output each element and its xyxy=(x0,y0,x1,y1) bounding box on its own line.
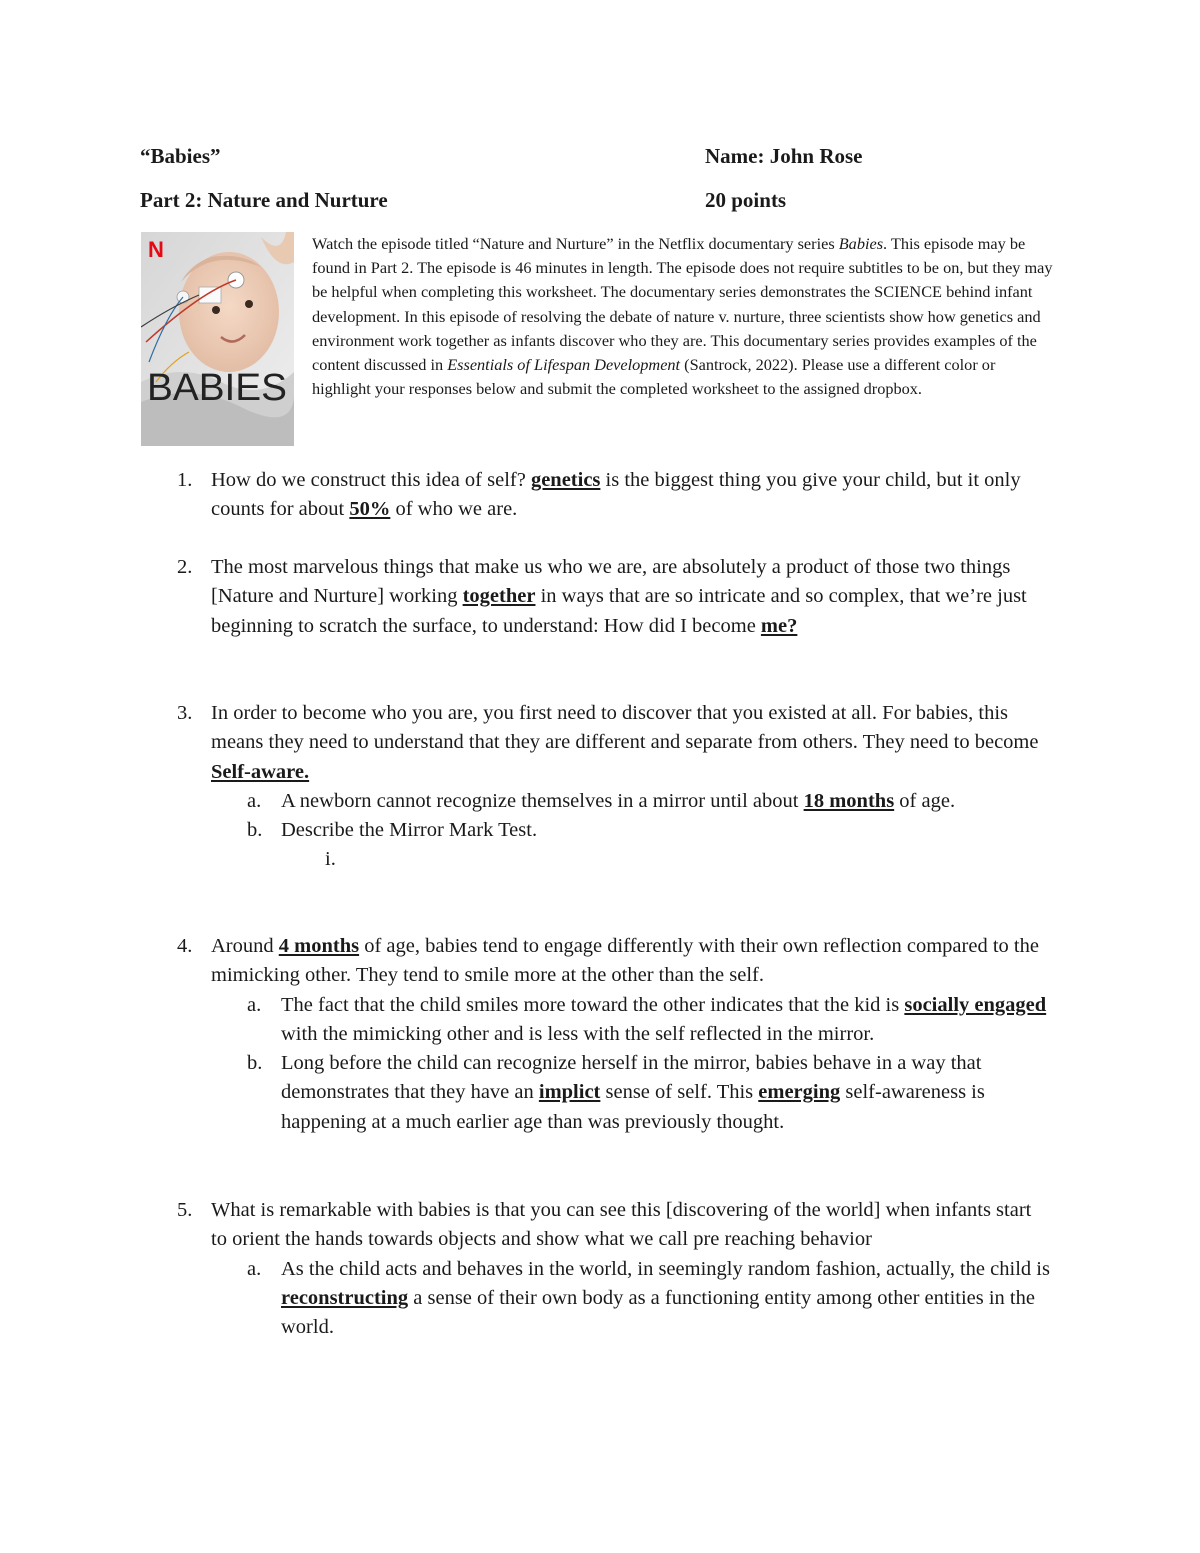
question-number: 5. xyxy=(177,1199,193,1221)
intro-text-2: . This episode may be found in Part 2. The episode is 46 minutes in length. The episode does not require subtitles to be on, but they may be helpful when completing this worksheet. The documentary series demonstrates the SCIENCE behind infant development. In this episode of resolving the debate of nature v. nurture, three scientists show how genetics and environment work together as infants discover who they are. This documentary series provides examples of the content discussed in xyxy=(312,234,1053,375)
question-text: of who we are. xyxy=(390,498,518,521)
question-text: a sense of their own body as a functioning entity among other entities in the world. xyxy=(281,1286,1035,1339)
subquestion-b-i xyxy=(211,845,1081,874)
question-text: of age. xyxy=(894,789,956,812)
subquestion-letter: b. xyxy=(247,819,263,842)
question-text: The most marvelous things that make us who we are, are absolutely a product of those two things [Nature and Nurture] working xyxy=(211,556,1011,608)
question-text: What is remarkable with babies is that you can see this [discovering of the world] when infants start to orient the hands towards objects and show what we call pre reaching behavior xyxy=(211,1199,1032,1251)
question-text: of age, babies tend to engage differently with their own reflection compared to the mimicking other. They tend to smile more at the other than the self. xyxy=(211,935,1039,987)
subquestion-a xyxy=(211,1255,1081,1343)
worksheet-title: “Babies” xyxy=(140,144,221,168)
question-text: self-awareness is happening at a much earlier age than was previously thought. xyxy=(281,1081,985,1133)
question-text: Around xyxy=(211,935,279,957)
subquestion-a xyxy=(211,991,1071,1050)
answer: me? xyxy=(760,614,798,637)
question-text: with the mimicking other and is less with the self reflected in the mirror. xyxy=(281,1022,875,1045)
question-text: sense of self. This xyxy=(600,1081,759,1104)
question-number: 3. xyxy=(177,702,193,724)
answer: genetics xyxy=(530,469,601,491)
intro-paragraph xyxy=(312,232,1057,401)
question-text: Describe the Mirror Mark Test. xyxy=(281,819,538,842)
series-title: Babies xyxy=(838,234,884,253)
part-title: Part 2: Nature and Nurture xyxy=(140,188,388,212)
answer: 18 months xyxy=(803,789,895,812)
question-text: is the biggest thing you give your child, but it only counts for about xyxy=(211,469,1021,521)
student-name: Name: John Rose xyxy=(705,144,863,168)
subquestion-letter: a. xyxy=(247,1257,262,1280)
answer: 50% xyxy=(349,498,391,521)
answer: Self-aware. xyxy=(211,760,310,783)
question-text: in ways that are so intricate and so complex, that we’re just beginning to scratch the surface, to understand: How did I become xyxy=(211,585,1027,637)
intro-text-1: Watch the episode titled “Nature and Nurture” in the Netflix documentary series xyxy=(312,234,839,253)
answer: implict xyxy=(538,1081,601,1104)
answer: 4 months xyxy=(278,935,360,957)
subquestion-a xyxy=(211,787,1081,816)
question-text: In order to become who you are, you first need to discover that you existed at all. For babies, this means they need to understand that they are different and separate from others. They need to become xyxy=(211,702,1039,754)
question-number: 4. xyxy=(177,935,193,957)
netflix-logo-text: N xyxy=(148,237,164,262)
question-text: Long before the child can recognize herself in the mirror, babies behave in a way that demonstrates that they have an xyxy=(281,1052,982,1104)
question-number: 1. xyxy=(177,469,193,491)
answer: reconstructing xyxy=(281,1286,409,1309)
question-text: How do we construct this idea of self? xyxy=(211,469,531,491)
question-3 xyxy=(177,699,1081,874)
question-number: 2. xyxy=(177,556,193,578)
subquestion-letter: a. xyxy=(247,789,262,812)
subquestion-b xyxy=(211,1049,1071,1137)
poster-title-text: BABIES xyxy=(147,367,287,409)
question-text: The fact that the child smiles more toward the other indicates that the kid is xyxy=(281,993,905,1016)
question-2 xyxy=(177,553,1071,641)
intro-text-3: (Santrock, 2022). Please use a different color or highlight your responses below and submit the completed worksheet to the assigned dropbox. xyxy=(312,355,996,399)
question-text: As the child acts and behaves in the world, in seemingly random fashion, actually, the child is xyxy=(281,1257,1050,1280)
subquestion-letter: b. xyxy=(247,1052,263,1075)
subquestion-letter: a. xyxy=(247,993,262,1016)
answer: emerging xyxy=(758,1081,841,1104)
points-label: 20 points xyxy=(705,188,787,212)
answer: socially engaged xyxy=(904,993,1047,1016)
subquestion-numeral: i. xyxy=(325,848,336,871)
question-1 xyxy=(177,466,1071,525)
question-4 xyxy=(177,932,1071,1137)
babies-poster-image xyxy=(141,232,294,446)
question-text: A newborn cannot recognize themselves in a mirror until about xyxy=(281,789,804,812)
question-5 xyxy=(177,1196,1081,1342)
subquestion-b xyxy=(211,816,1081,845)
book-title: Essentials of Lifespan Development xyxy=(447,355,681,375)
answer: together xyxy=(462,585,536,608)
